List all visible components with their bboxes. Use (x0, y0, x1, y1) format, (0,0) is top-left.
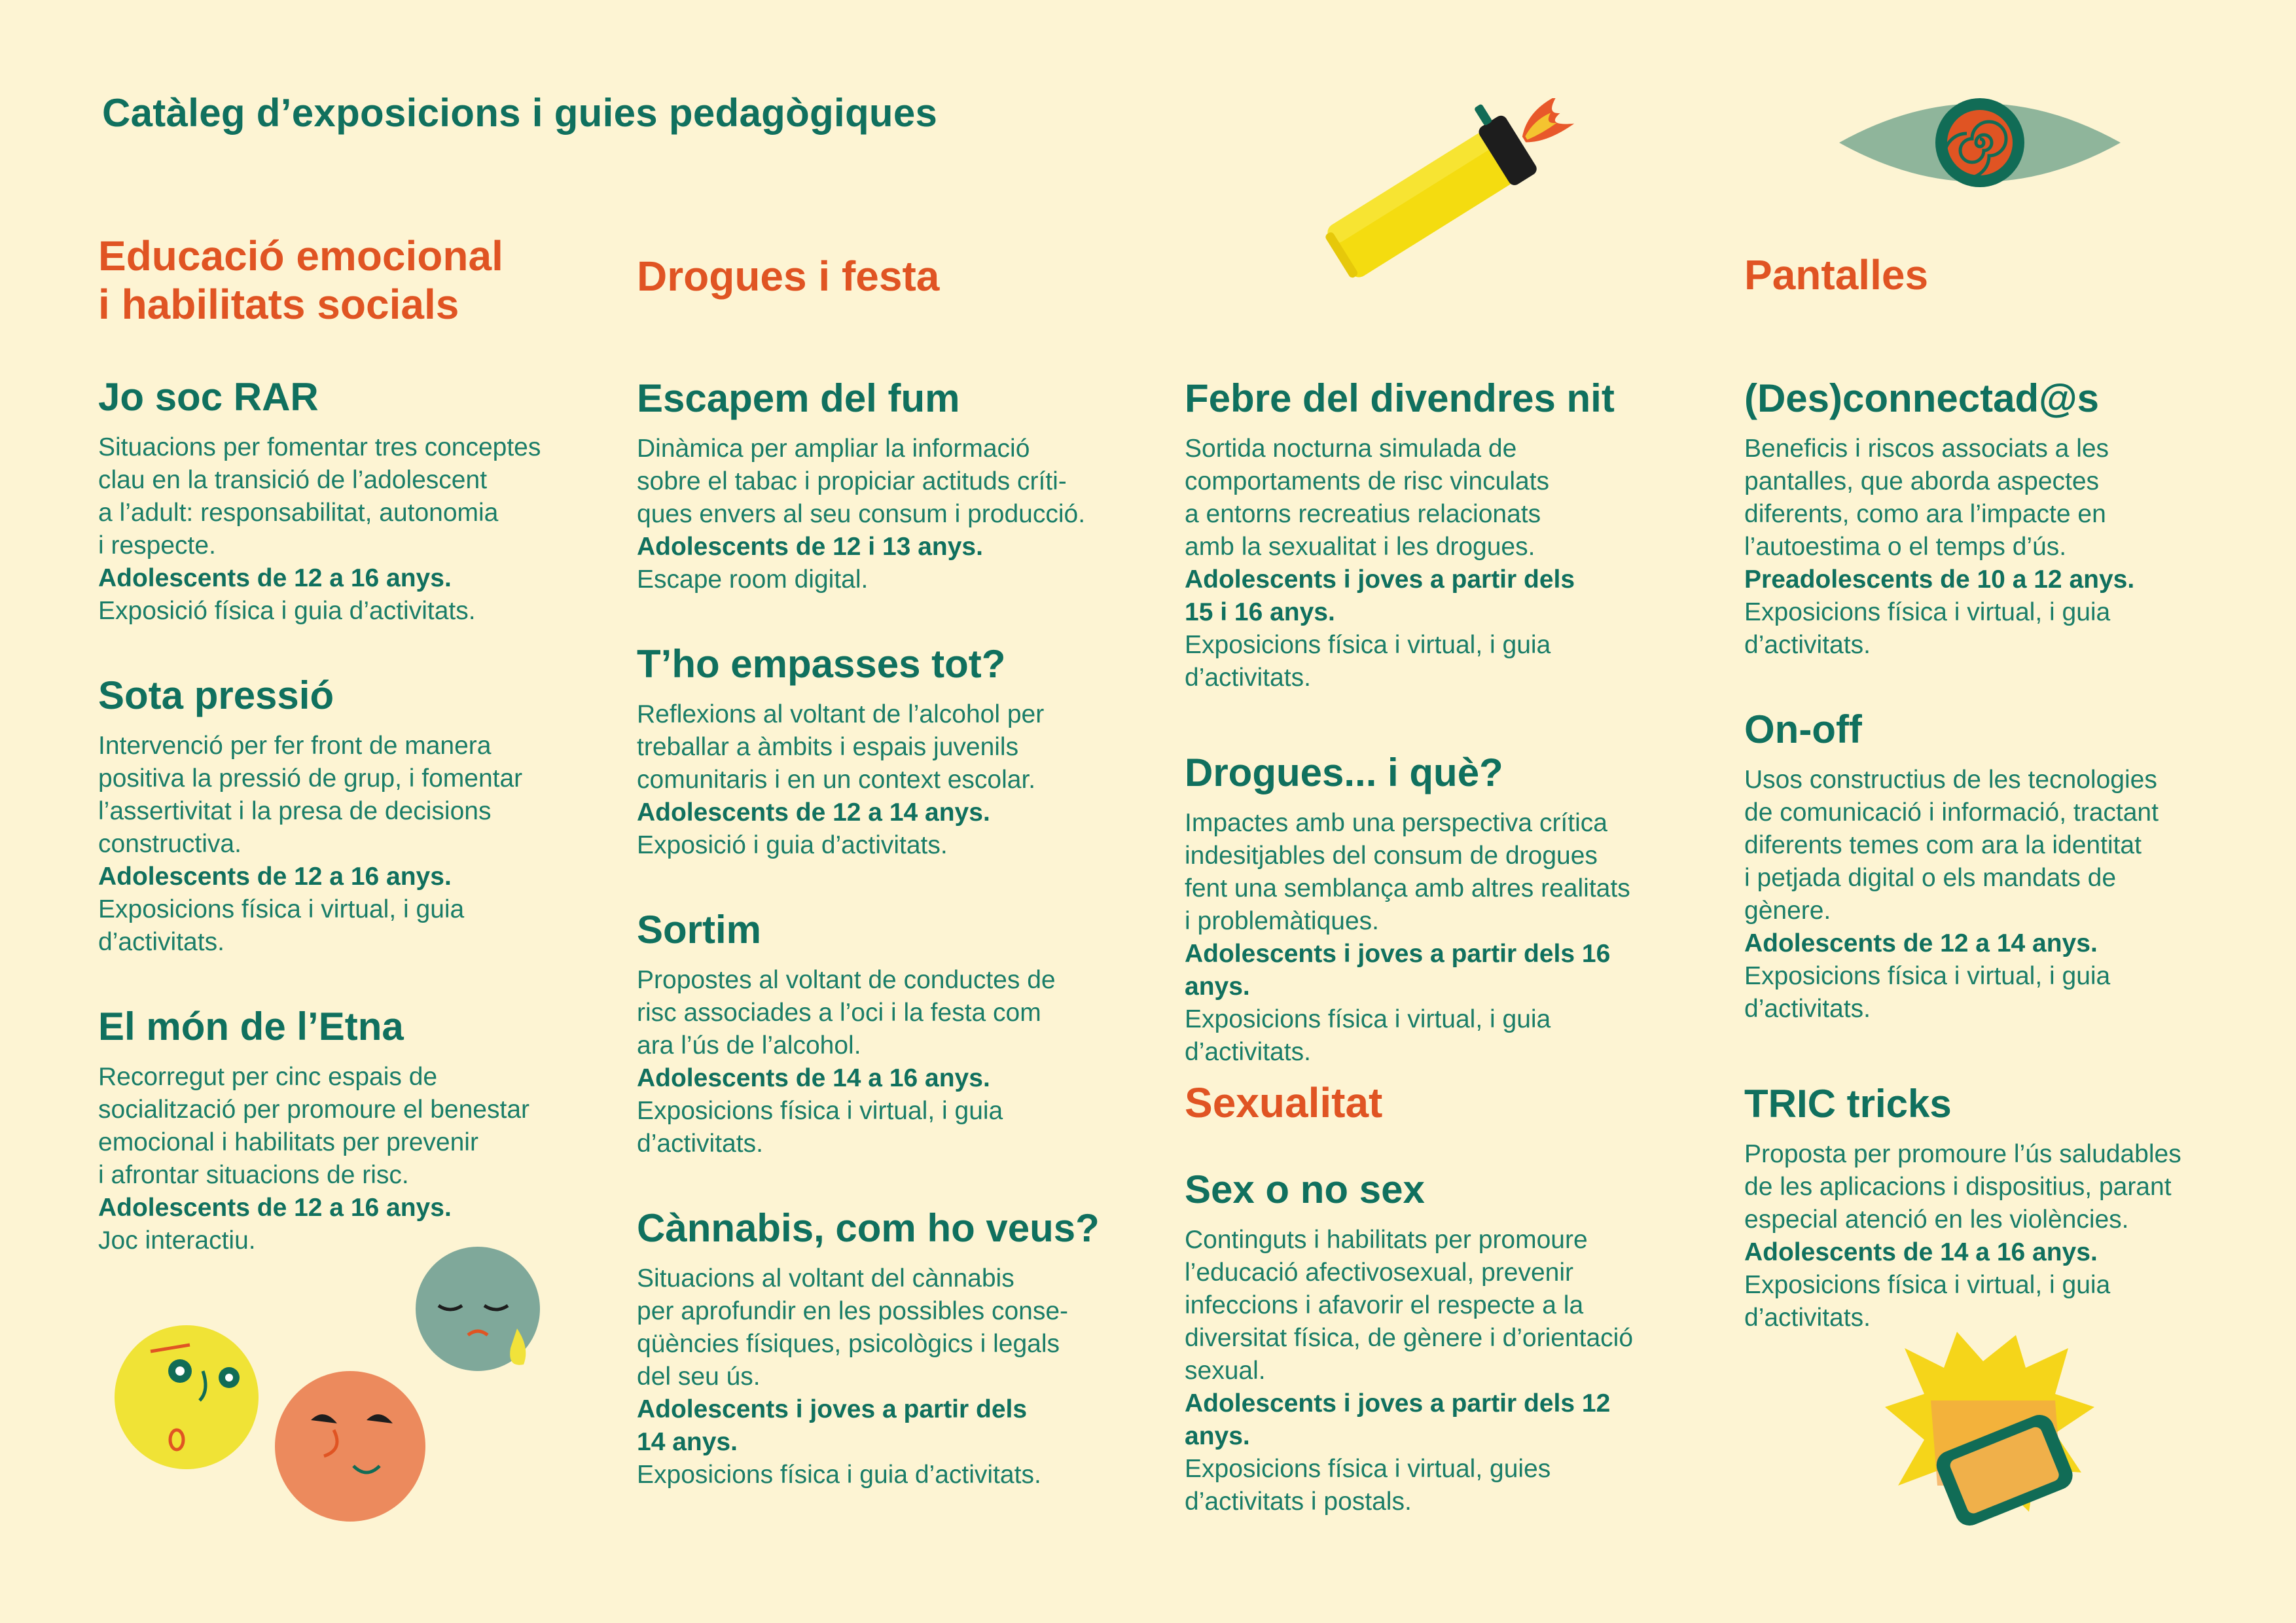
item-title: TRIC tricks (1744, 1082, 1952, 1126)
item-title: Sota pressió (98, 673, 334, 717)
item-format: Exposicions física i virtual, i guia d’activitats. (98, 895, 465, 956)
item-format: Exposicions física i virtual, i guia d’activitats. (1744, 1271, 2111, 1332)
catalog-item (1744, 1084, 2242, 1334)
catalog-item (98, 375, 596, 628)
item-title: (Des)connectad@s (1744, 376, 2099, 420)
catalog-item (1185, 376, 1682, 694)
item-format: Exposicions física i virtual, i guia d’activitats. (637, 1097, 1003, 1158)
item-description: Reflexions al voltant de l’alcohol per treballar a àmbits i espais juvenils comunitaris i en un context escolar. (637, 700, 1045, 794)
column-drugs (637, 376, 1134, 1491)
item-description: Usos constructius de les tecnologies de comunicació i informació, tractant diferents temes com ara la identitat i petjada digital o els mandats de gènere. (1744, 766, 2159, 925)
catalog-item (637, 1206, 1134, 1491)
lighter-icon (1283, 98, 1584, 288)
item-title: Sex o no sex (1185, 1168, 1425, 1211)
item-description: Proposta per promoure l’ús saludables de les aplicacions i dispositius, parant especial atenció en les violències. (1744, 1140, 2181, 1234)
item-description: Situacions al voltant del cànnabis per aprofundir en les possibles conse- qüències físiques, psicològics i legals del seu ús. (637, 1264, 1069, 1391)
item-description: Beneficis i riscos associats a les pantalles, que aborda aspectes diferents, como ara l’impacte en l’autoestima o el temps d’ús. (1744, 435, 2109, 561)
section-title-screens: Pantalles (1744, 251, 1929, 298)
item-format: Exposició i guia d’activitats. (637, 831, 948, 859)
item-description: Impactes amb una perspectiva crítica indesitjables del consum de drogues fent una semblança amb altres realitats i problemàtiques. (1185, 809, 1630, 935)
item-audience: Preadolescents de 10 a 12 anys. (1744, 565, 2135, 594)
item-title: Drogues... i què? (1185, 751, 1503, 794)
item-format: Exposicions física i guia d’activitats. (637, 1461, 1041, 1489)
page-title: Catàleg d’exposicions i guies pedagògiques (102, 91, 938, 135)
item-title: El món de l’Etna (98, 1005, 404, 1048)
catalog-item (1744, 376, 2242, 662)
item-title: Sortim (637, 908, 762, 952)
item-title: Escapem del fum (637, 376, 960, 420)
item-format: Escape room digital. (637, 565, 869, 594)
item-audience: Adolescents i joves a partir dels 15 i 16 anys. (1185, 565, 1575, 626)
catalog-item (98, 1007, 596, 1257)
item-description: Recorregut per cinc espais de socialització per promoure el benestar emocional i habilitats per prevenir i afrontar situacions de risc. (98, 1063, 530, 1189)
item-audience: Adolescents de 12 a 14 anys. (637, 798, 990, 827)
catalog-item (1185, 1170, 1682, 1518)
catalog-item (637, 376, 1134, 596)
item-format: Exposicions física i virtual, i guia d’activitats. (1185, 1005, 1551, 1066)
item-title: Febre del divendres nit (1185, 376, 1615, 420)
item-title: On-off (1744, 707, 1862, 751)
item-description: Continguts i habilitats per promoure l’educació afectivosexual, prevenir infeccions i afavorir el respecte a la diversitat física, de gènere i d’orientació sexual. (1185, 1226, 1634, 1385)
item-format: Exposicions física i virtual, i guia d’activitats. (1744, 962, 2111, 1023)
item-title: Cànnabis, com ho veus? (637, 1206, 1100, 1250)
section-title-sexuality: Sexualitat (1185, 1079, 1383, 1126)
item-audience: Adolescents i joves a partir dels 12 anys. (1185, 1389, 1611, 1450)
item-format: Exposicions física i virtual, i guia d’activitats. (1185, 631, 1551, 692)
item-format: Exposicions física i virtual, i guia d’activitats. (1744, 598, 2111, 659)
item-description: Intervenció per fer front de manera positiva la pressió de grup, i fomentar l’assertivitat i la presa de decisions constructiva. (98, 732, 523, 858)
item-audience: Adolescents i joves a partir dels 16 anys. (1185, 940, 1611, 1001)
item-audience: Adolescents de 12 a 16 anys. (98, 564, 452, 592)
item-audience: Adolescents i joves a partir dels 14 anys. (637, 1395, 1028, 1456)
section-title-emotional: Educació emocional i habilitats socials (98, 232, 503, 328)
item-audience: Adolescents de 12 a 14 anys. (1744, 929, 2098, 957)
catalog-item (637, 910, 1134, 1160)
item-audience: Adolescents de 14 a 16 anys. (1744, 1238, 2098, 1266)
item-audience: Adolescents de 12 i 13 anys. (637, 533, 983, 561)
item-description: Dinàmica per ampliar la informació sobre el tabac i propiciar actituds críti- ques envers al seu consum i producció. (637, 435, 1086, 528)
catalog-item (637, 642, 1134, 862)
eye-icon (1836, 84, 2124, 202)
item-audience: Adolescents de 14 a 16 anys. (637, 1064, 990, 1092)
column-screens (1744, 376, 2242, 1334)
faces-icon (111, 1243, 569, 1531)
item-description: Situacions per fomentar tres conceptes clau en la transició de l’adolescent a l’adult: responsabilitat, autonomia i respecte. (98, 433, 541, 560)
item-description: Propostes al voltant de conductes de risc associades a l’oci i la festa com ara l’ús de l’alcohol. (637, 966, 1056, 1060)
column-sexuality (1185, 1170, 1682, 1518)
catalog-item (98, 673, 596, 959)
column-drugs-continued (1185, 376, 1682, 1069)
column-emotional (98, 375, 596, 1257)
item-title: Jo soc RAR (98, 375, 319, 419)
item-audience: Adolescents de 12 a 16 anys. (98, 863, 452, 891)
item-title: T’ho empasses tot? (637, 642, 1006, 686)
item-audience: Adolescents de 12 a 16 anys. (98, 1194, 452, 1222)
item-format: Exposició física i guia d’activitats. (98, 597, 476, 625)
phone-icon (1885, 1329, 2101, 1551)
item-format: Exposicions física i virtual, guies d’activitats i postals. (1185, 1455, 1551, 1516)
catalog-item (1744, 707, 2242, 1026)
item-description: Sortida nocturna simulada de comportaments de risc vinculats a entorns recreatius relacionats amb la sexualitat i les drogues. (1185, 435, 1550, 561)
section-title-drugs: Drogues i festa (637, 253, 940, 300)
item-format: Joc interactiu. (98, 1226, 256, 1255)
catalog-item (1185, 753, 1682, 1069)
